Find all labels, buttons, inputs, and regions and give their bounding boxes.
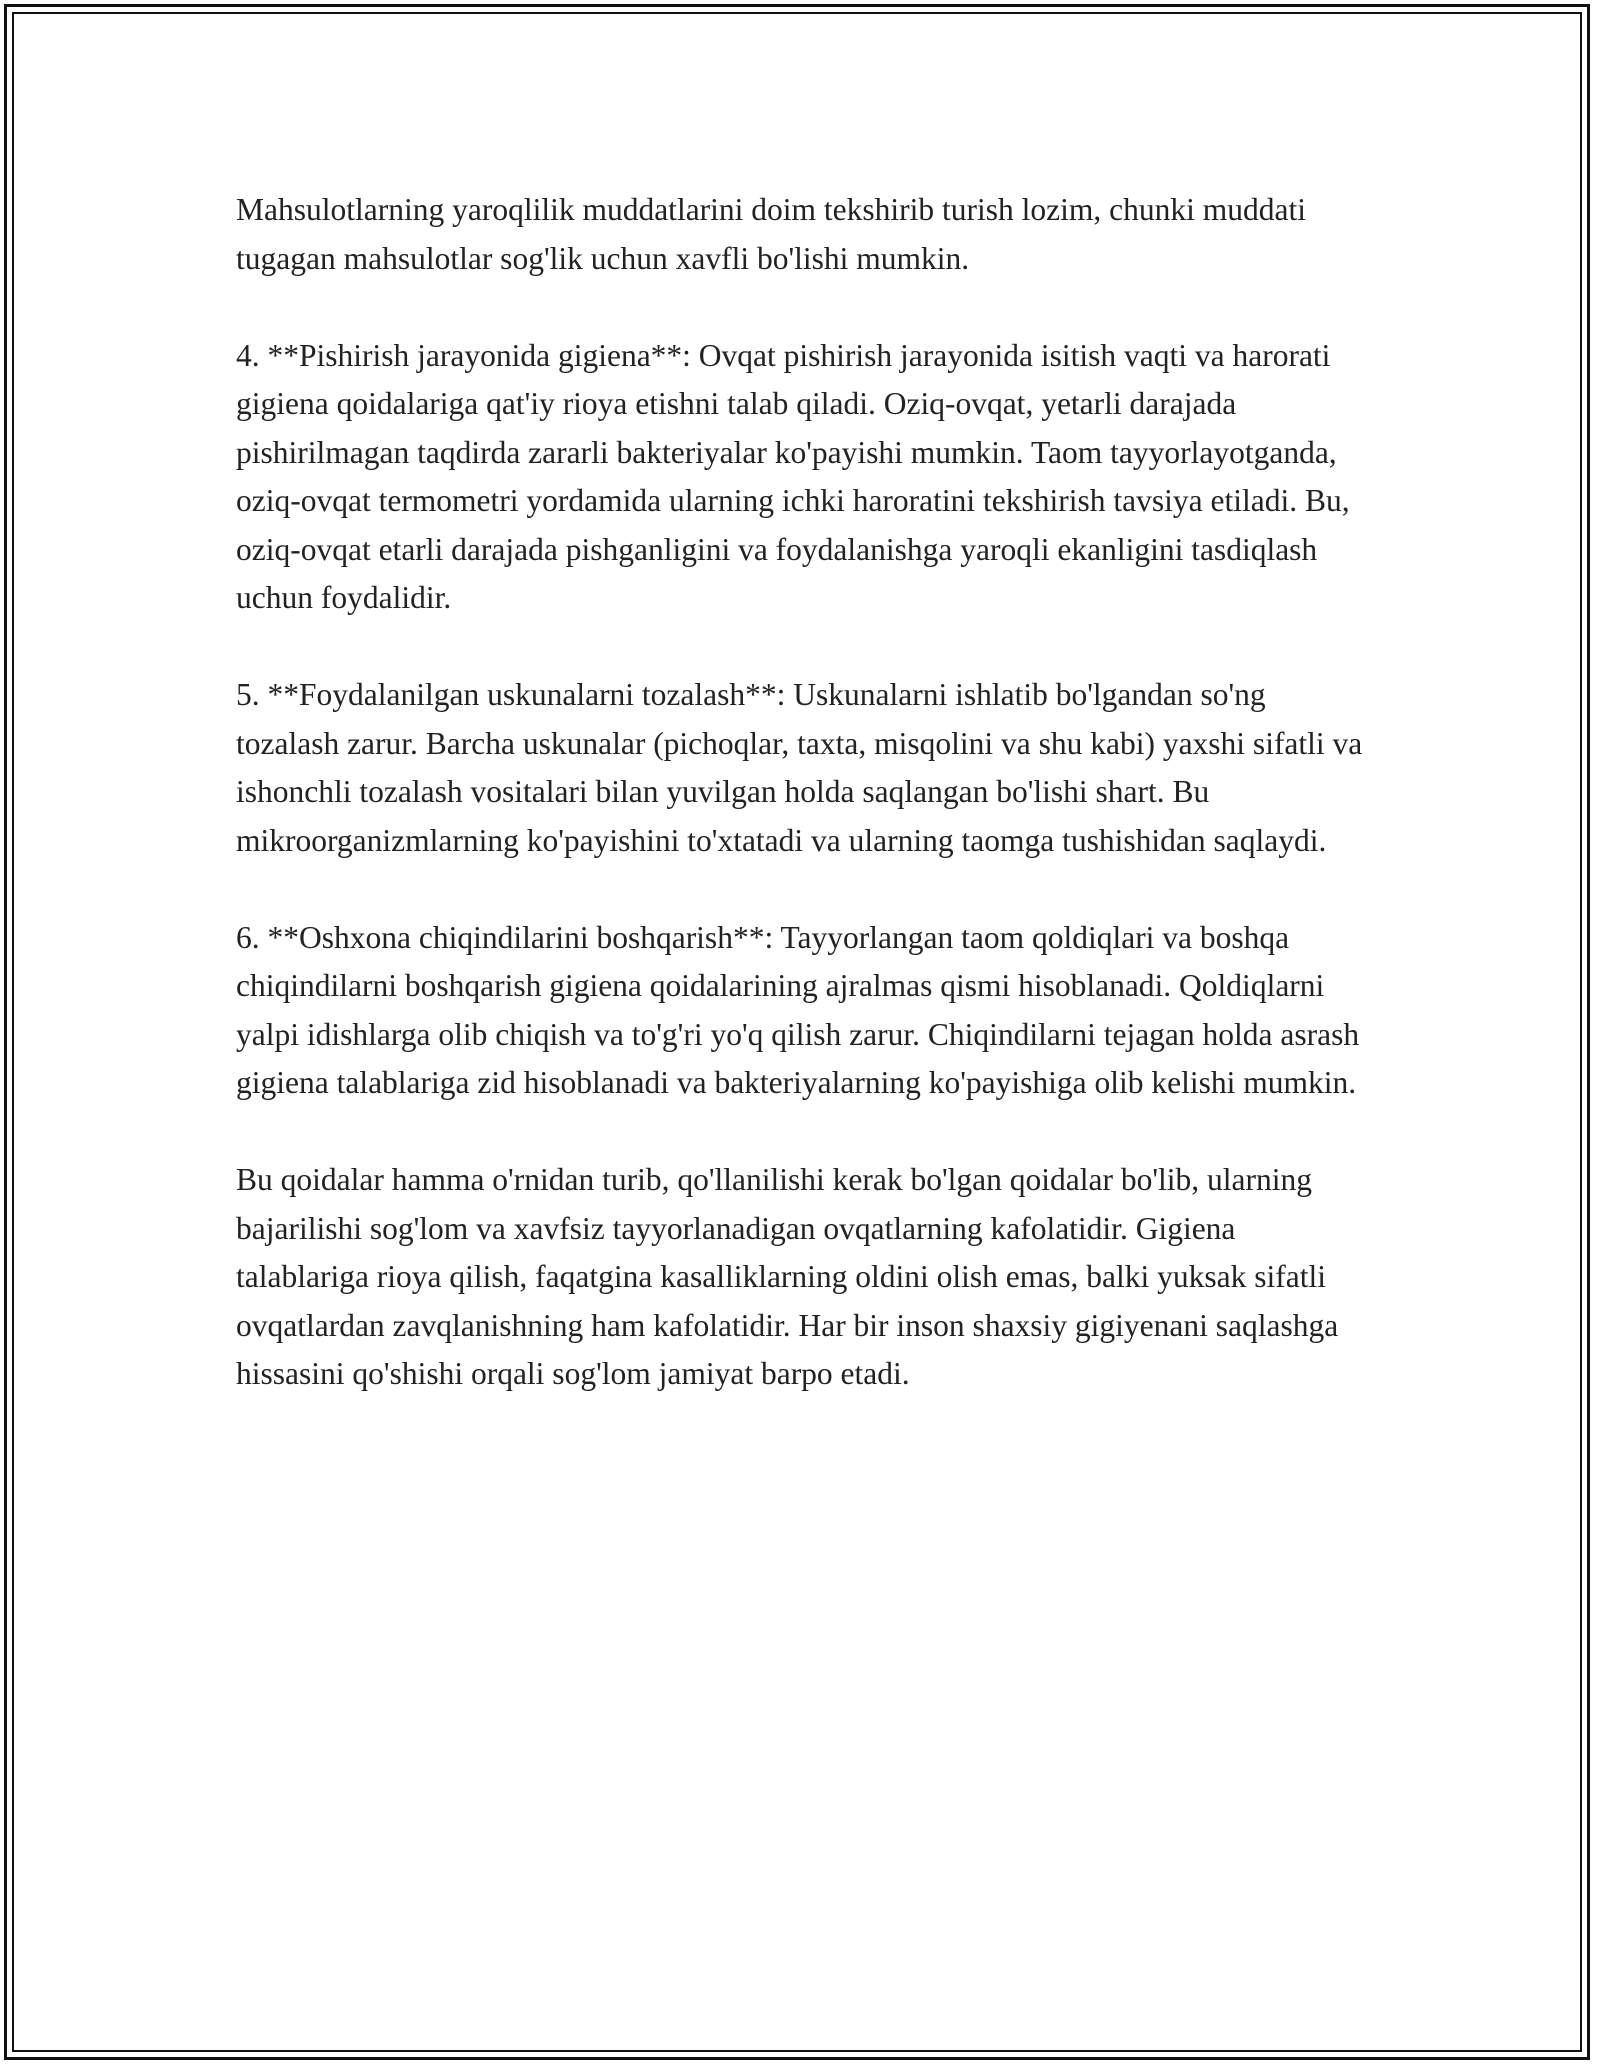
paragraph-cooking-hygiene: 4. **Pishirish jarayonida gigiena**: Ovqat pishirish jarayonida isitish vaqti va harorati gigiena qoidalariga qat'iy rioya etishni talab qiladi. Oziq-ovqat, yetarli darajada pishirilmagan taqdirda zararli bakteriyalar ko'payishi mumkin. Taom tayyorlayotganda, oziq-ovqat termometri yordamida ularning ichki haroratini tekshirish tavsiya etiladi. Bu, oziq-ovqat etarli darajada pishganligini va foydalanishga yaroqli ekanligini tasdiqlash uchun foydalidir. <box>236 337 1350 615</box>
paragraph-equipment-cleaning: 5. **Foydalanilgan uskunalarni tozalash**: Uskunalarni ishlatib bo'lgandan so'ng tozalash zarur. Barcha uskunalar (pichoqlar, taxta, misqolini va shu kabi) yaxshi sifatli va ishonchli tozalash vositalari bilan yuvilgan holda saqlangan bo'lishi shart. Bu mikroorganizmlarning ko'payishini to'xtatadi va ularning taomga tushishidan saqlaydi. <box>236 677 1363 858</box>
document-body <box>236 186 1366 1399</box>
paragraph-conclusion: Bu qoidalar hamma o'rnidan turib, qo'llanilishi kerak bo'lgan qoidalar bo'lib, ularning bajarilishi sog'lom va xavfsiz tayyorlanadigan ovqatlarning kafolatidir. Gigiena talablariga rioya qilish, faqatgina kasalliklarning oldini olish emas, balki yuksak sifatli ovqatlardan zavqlanishning ham kafolatidir. Har bir inson shaxsiy gigiyenani saqlashga hissasini qo'shishi orqali sog'lom jamiyat barpo etadi. <box>236 1162 1339 1391</box>
paragraph-waste-management: 6. **Oshxona chiqindilarini boshqarish**: Tayyorlangan taom qoldiqlari va boshqa chiqindilarni boshqarish gigiena qoidalarining ajralmas qismi hisoblanadi. Qoldiqlarni yalpi idishlarga olib chiqish va to'g'ri yo'q qilish zarur. Chiqindilarni tejagan holda asrash gigiena talablariga zid hisoblanadi va bakteriyalarning ko'payishiga olib kelishi mumkin. <box>236 919 1360 1100</box>
paragraph-expiry-intro: Mahsulotlarning yaroqlilik muddatlarini doim tekshirib turish lozim, chunki muddati tugagan mahsulotlar sog'lik uchun xavfli bo'lishi mumkin. <box>236 192 1306 276</box>
